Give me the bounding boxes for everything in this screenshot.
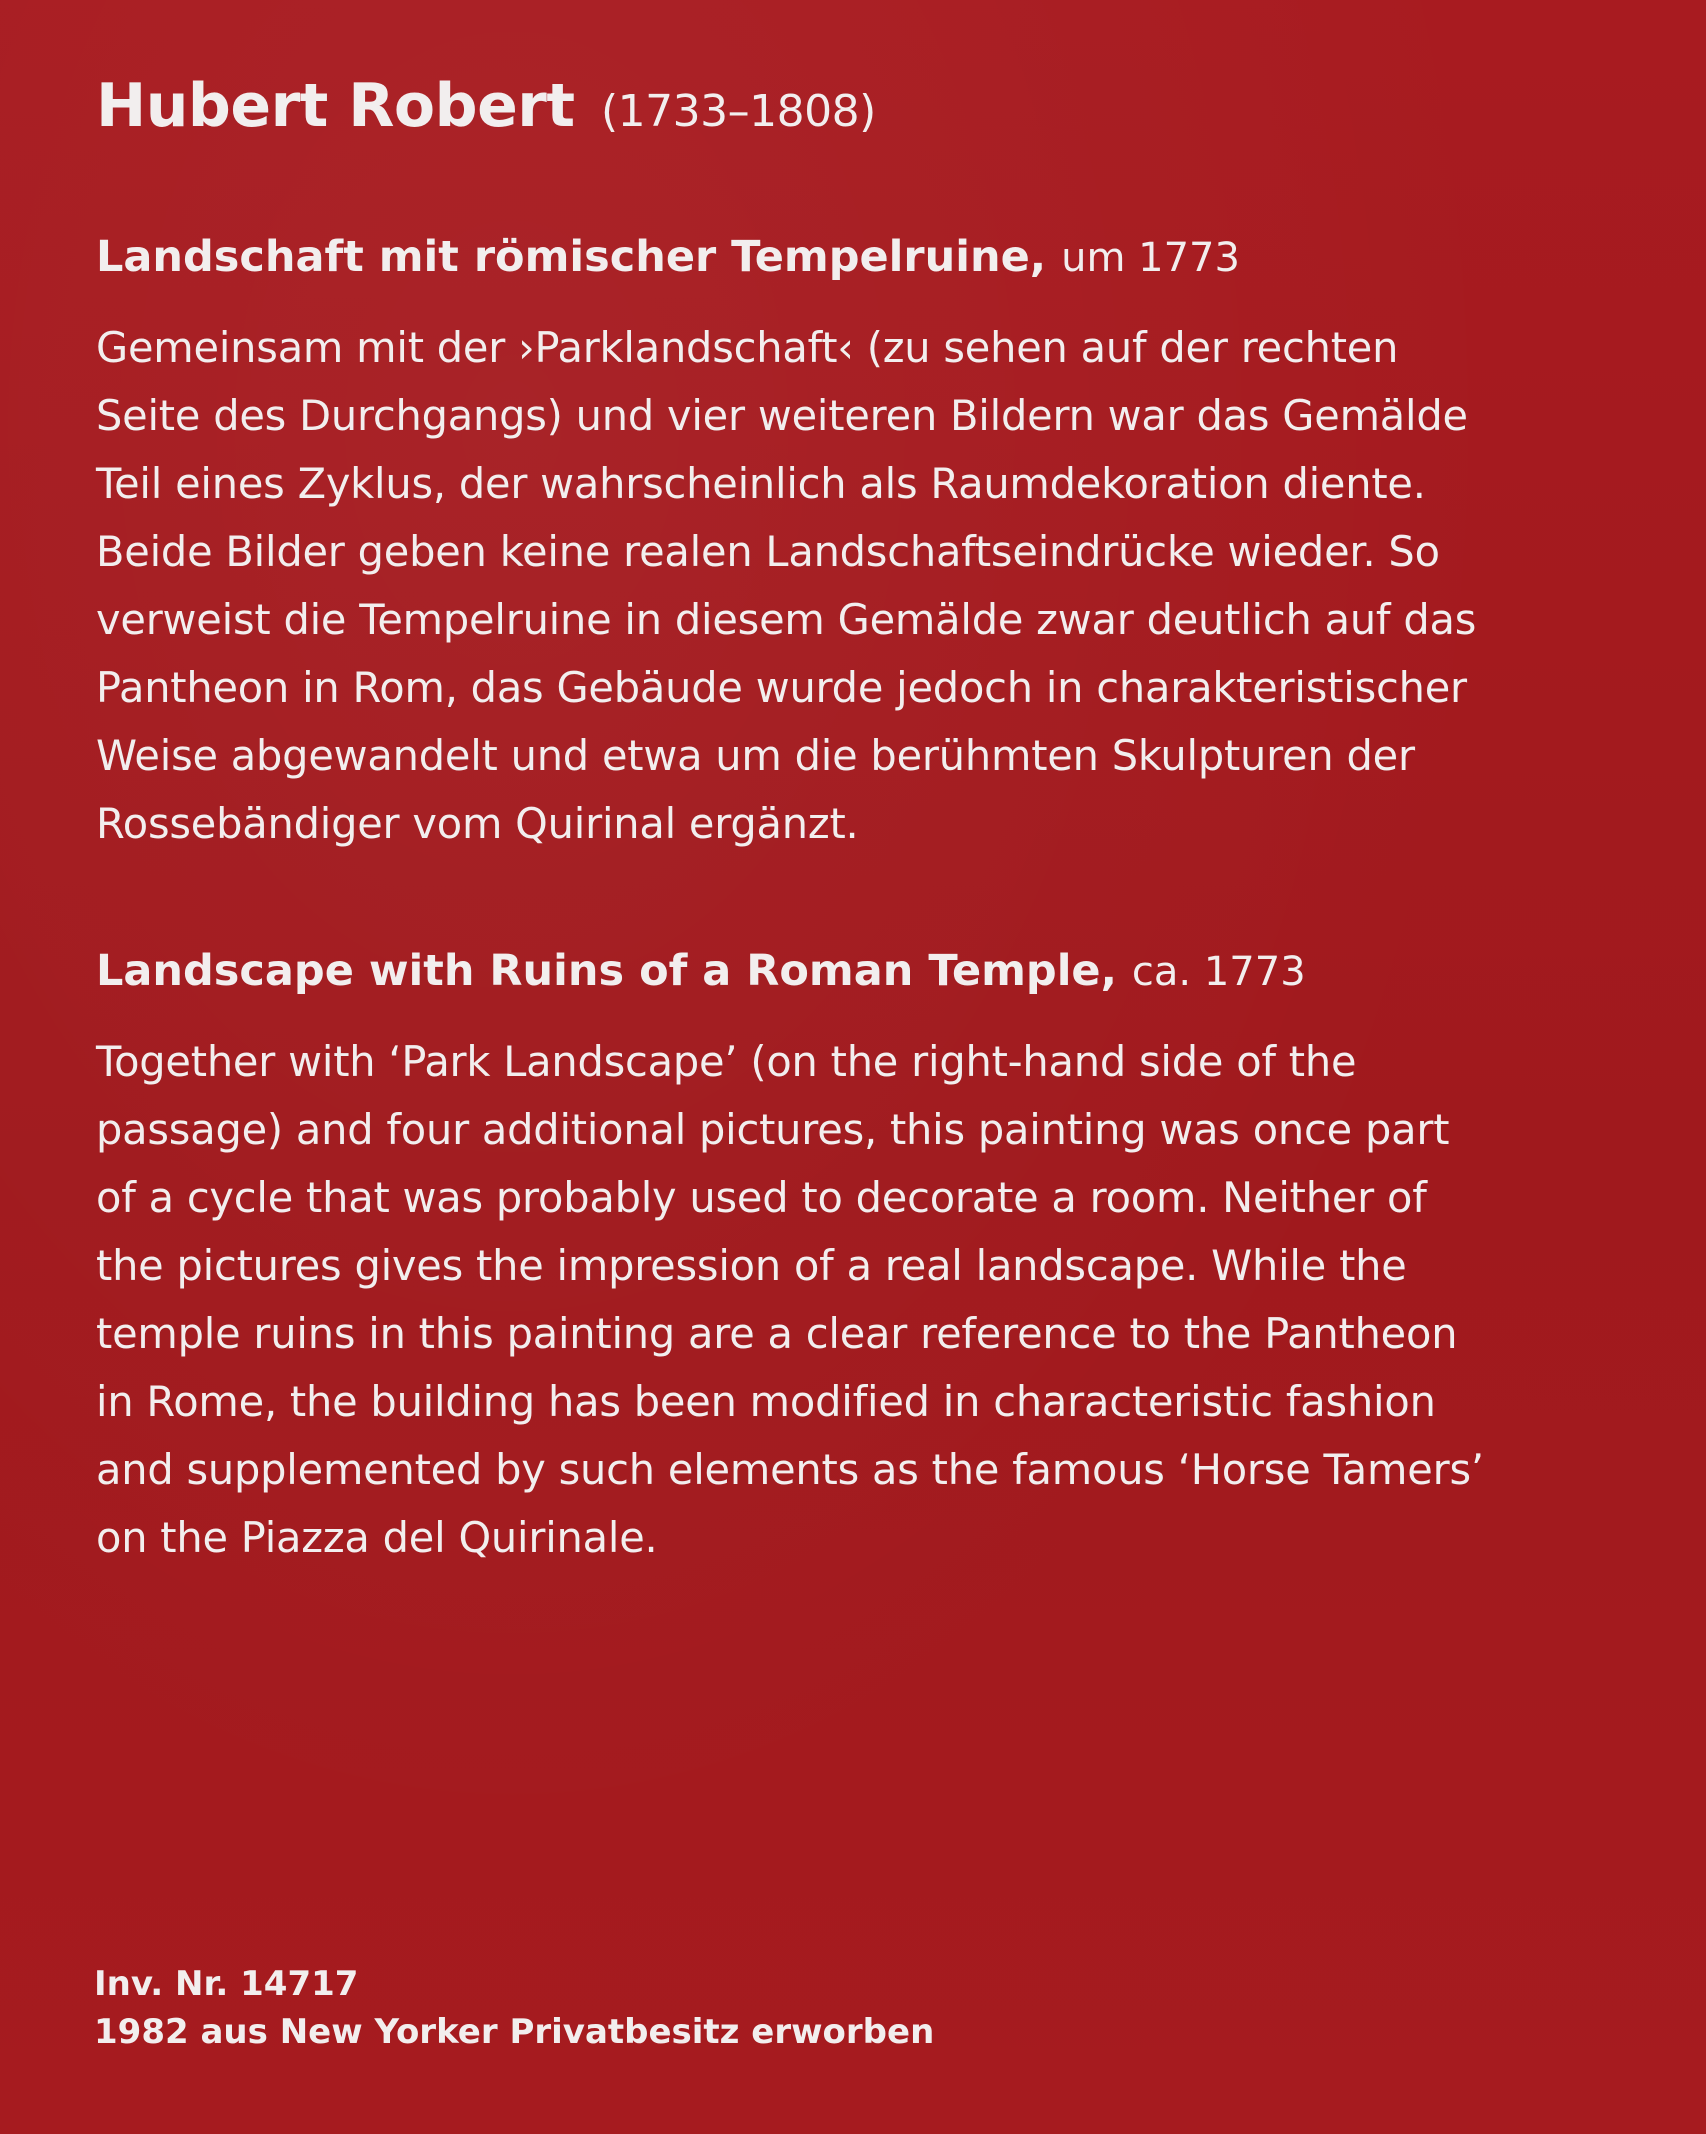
label-footer xyxy=(94,1960,934,2056)
german-description xyxy=(96,314,1636,858)
artist-heading xyxy=(96,70,1636,142)
provenance-note: 1982 aus New Yorker Privatbesitz erworben xyxy=(94,2012,935,2052)
german-line: Beide Bilder geben keine realen Landschaftseindrücke wieder. So xyxy=(96,526,1440,576)
artist-name: Hubert Robert xyxy=(96,71,575,141)
english-title xyxy=(96,944,1636,1000)
english-line: Together with ‘Park Landscape’ (on the right-hand side of the xyxy=(96,1036,1357,1086)
german-title-text: Landschaft mit römischer Tempelruine, xyxy=(96,232,1047,282)
english-line: the pictures gives the impression of a real landscape. While the xyxy=(96,1240,1407,1290)
english-line: on the Piazza del Quirinale. xyxy=(96,1512,658,1562)
german-line: Pantheon in Rom, das Gebäude wurde jedoch in charakteristischer xyxy=(96,662,1467,712)
english-line: of a cycle that was probably used to decorate a room. Neither of xyxy=(96,1172,1427,1222)
english-title-text: Landscape with Ruins of a Roman Temple, xyxy=(96,945,1117,996)
german-line: Weise abgewandelt und etwa um die berühmten Skulpturen der xyxy=(96,730,1415,780)
english-line: and supplemented by such elements as the famous ‘Horse Tamers’ xyxy=(96,1444,1484,1494)
english-line: temple ruins in this painting are a clear reference to the Pantheon xyxy=(96,1308,1458,1358)
english-description xyxy=(96,1028,1636,1572)
german-line: Rossebändiger vom Quirinal ergänzt. xyxy=(96,798,859,848)
german-line: Gemeinsam mit der ›Parklandschaft‹ (zu sehen auf der rechten xyxy=(96,322,1399,372)
artist-dates: (1733–1808) xyxy=(600,86,876,137)
german-line: Teil eines Zyklus, der wahrscheinlich als Raumdekoration diente. xyxy=(96,458,1426,508)
english-date: ca. 1773 xyxy=(1131,948,1306,995)
english-line: in Rome, the building has been modified in characteristic fashion xyxy=(96,1376,1436,1426)
german-date: um 1773 xyxy=(1061,235,1240,281)
inventory-number: Inv. Nr. 14717 xyxy=(94,1964,359,2004)
label-content xyxy=(96,70,1636,1572)
german-line: verweist die Tempelruine in diesem Gemälde zwar deutlich auf das xyxy=(96,594,1477,644)
english-line: passage) and four additional pictures, this painting was once part xyxy=(96,1104,1450,1154)
german-line: Seite des Durchgangs) und vier weiteren Bildern war das Gemälde xyxy=(96,390,1468,440)
german-title xyxy=(96,230,1636,286)
